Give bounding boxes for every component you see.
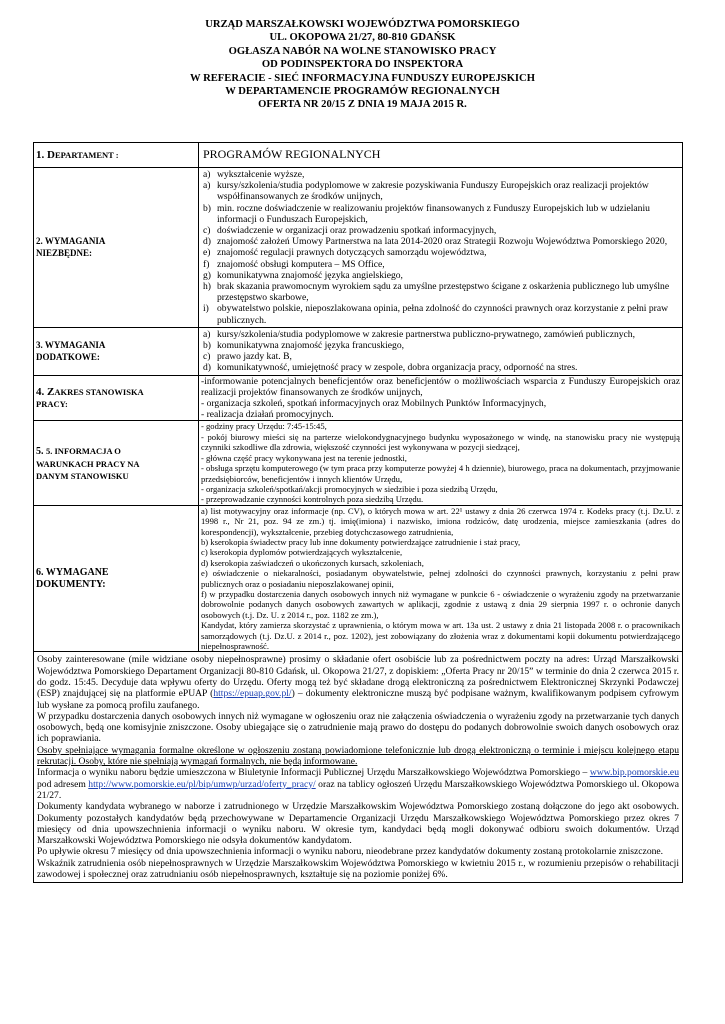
label-zakres-tail: PRACY: <box>36 399 68 410</box>
list-item: i) obywatelstwo polskie, nieposzlakowana opinia, pełna zdolność do czynności prawnych oraz korzystanie z pełni praw publicznych. <box>203 303 669 326</box>
label-wymagania-dodatkowe <box>34 327 199 375</box>
label-zakres <box>34 375 199 421</box>
header-line: URZĄD MARSZAŁKOWSKI WOJEWÓDZTWA POMORSKIEGO <box>205 19 520 30</box>
label-warunki: 5. 5. INFORMACJA O WARUNKACH PRACY NA DANYM STANOWISKU <box>34 421 199 505</box>
label-line: NIEZBĘDNE: <box>36 248 93 259</box>
label-line: DANYM STANOWISKU <box>36 470 129 481</box>
footer-paragraph: W przypadku dostarczenia danych osobowych innych niż wymagane w ogłoszeniu oraz nie załączenia oświadczenia o wyrażeniu zgody na przetwarzanie tych danych osobowych, będą one komisyjnie zniszczone. Osoby ubiegające się o zatrudnienie mają prawo do dostępu do podanych dobrowolnie swoich danych osobowych oraz ich poprawiania. <box>37 710 679 745</box>
header-line: OD PODINSPEKTORA DO INSPEKTORA <box>261 59 464 71</box>
dokumenty-line: Kandydat, który zamierza skorzystać z uprawnienia, o którym mowa w art. 13a ust. 2 ustawy z dnia 21 listopada 2008 r. o pracownikach samorządowych (t.j. Dz.U. z 2014 r., poz. 1202), jest zobowiązany do złożenia wraz z dokumentami kopii dokumentu potwierdzającego niepełnosprawność. <box>201 620 680 651</box>
header-line: UL. OKOPOWA 21/27, 80-810 GDAŃSK <box>269 32 456 44</box>
list-item: a) kursy/szkolenia/studia podyplomowe w zakresie pozyskiwania Funduszy Europejskich oraz realizacji projektów współfinansowanych ze środków unijnych, <box>203 180 649 203</box>
label-line: 6. WYMAGANE <box>36 566 109 578</box>
list-item: d) znajomość założeń Umowy Partnerstwa na lata 2014-2020 oraz Strategii Rozwoju Województwa Pomorskiego 2020, <box>203 236 668 248</box>
row-wymagania-niezbedne <box>34 168 683 328</box>
text-dokumenty <box>199 505 683 652</box>
footer-paragraph: Dokumenty kandydata wybranego w naborze i zatrudnionego w Urzędzie Marszałkowskim Województwa Pomorskiego zostaną dołączone do jego akt osobowych. Dokumenty pozostałych kandydatów będą przechowywane w Departamencie Organizacji Urzędu Marszałkowskiego Województwa Pomorskiego przez okres 7 miesięcy od dnia upowszechnienia informacji o wyniku naboru. W okresie tym, kandydaci będą mogli dokonywać odbioru swoich dokumentów. Urząd Marszałkowski Województwa Pomorskiego nie odsyła dokumentów kandydatom. <box>37 801 679 847</box>
dokumenty-line: e) oświadczenie o niekaralności, posiadanym obywatelstwie, pełnej zdolności do czynności prawnych, korzystaniu z pełni praw publicznych oraz o posiadaniu nieposzlakowanej opinii, <box>201 568 680 589</box>
footer-paragraph-underlined: Osoby spełniające wymagania formalne określone w ogłoszeniu zostaną powiadomione telefonicznie lub drogą elektroniczną o terminie i miejscu kolejnego etapu rekrutacji. Osoby, które nie spełniają wymagań formalnych, nie będą informowane. <box>37 744 679 768</box>
list-item: b) komunikatywna znajomość języka francuskiego, <box>203 340 405 352</box>
dokumenty-line: c) kserokopia dyplomów potwierdzających wykształcenie, <box>201 547 403 558</box>
list-item: c) prawo jazdy kat. B, <box>203 351 292 363</box>
list-item: f) znajomość obsługi komputera – MS Office, <box>203 258 385 270</box>
warunki-line: - organizacja szkoleń/spotkań/akcji promocyjnych w siedzibie i poza siedzibą Urzędu, <box>201 483 498 494</box>
label-departament-rest: EPARTAMENT : <box>54 150 119 160</box>
footer-paragraph: Osoby zainteresowane (mile widziane osoby niepełnosprawne) prosimy o składanie ofert osobiście lub za pośrednictwem poczty na adres: Urząd Marszałkowski Województwa Pomorskiego Departament Organizacji 80-810 Gdańsk, ul. Okopowa 21/27, z dopiskiem: „Oferta Pracy nr 20/15” w terminie do dnia 2 czerwca 2015 r. do godz. 15:45. Decyduje data wpływu oferty do Urzędu. Oferty mogą też być składane drogą elektroniczną za pośrednictwem Elektronicznej Skrzynki Podawczej (ESP) znajdującej się na platformie ePUAP (https://epuap.gov.pl/) – dokumenty elektroniczne muszą być podpisane ważnym, kwalifikowanym podpisem cyfrowym lub wysłane za pomocą profilu zaufanego. <box>37 654 679 711</box>
header-line: OGŁASZA NABÓR NA WOLNE STANOWISKO PRACY <box>228 45 497 57</box>
row-footer <box>34 652 683 883</box>
list-item: h) brak skazania prawomocnym wyrokiem sądu za umyślne przestępstwo ścigane z oskarżenia publicznego lub umyślne przestępstwo skarbowe, <box>203 281 670 304</box>
list-item: b) min. roczne doświadczenie w realizowaniu projektów finansowanych z Funduszy Europejskich lub w udzielaniu informacji o Funduszach Europejskich, <box>203 202 650 225</box>
label-line: 5. INFORMACJA O <box>46 445 121 456</box>
label-line: DOKUMENTY: <box>36 578 106 590</box>
footer-paragraph: Po upływie okresu 7 miesięcy od dnia upowszechnienia informacji o wyniku naboru, nieodebrane przez kandydatów dokumenty zostaną protokolarnie zniszczone. <box>37 846 664 858</box>
label-line: WARUNKACH PRACY NA <box>36 458 140 469</box>
header-line: W REFERACIE - SIEĆ INFORMACYJNA FUNDUSZY EUROPEJSKICH <box>190 72 535 84</box>
label-zakres-num: 4. Z <box>36 386 55 399</box>
header-line: OFERTA NR 20/15 Z DNIA 19 MAJA 2015 R. <box>258 99 467 111</box>
value-departament <box>199 143 683 168</box>
header-line: W DEPARTAMENCIE PROGRAMÓW REGIONALNYCH <box>225 86 500 98</box>
warunki-line: - pokój biurowy mieści się na parterze wielokondygnacyjnego budynku wyposażonego w windę, na stanowisku pracy nie występują czynniki szkodliwe dla zdrowia, większość czynności jest wykonywana w pozycji siedzącej, <box>201 431 680 453</box>
dokumenty-line: b) kserokopia świadectw pracy lub inne dokumenty potwierdzające zatrudnienie i staż pracy, <box>201 536 521 547</box>
warunki-line: - główna część pracy wykonywana jest na terenie jednostki, <box>201 452 407 463</box>
footer-paragraph: Wskaźnik zatrudnienia osób niepełnosprawnych w Urzędzie Marszałkowskim Województwa Pomorskiego w kwietniu 2015 r., w rozumieniu przepisów o rehabilitacji zawodowej i społecznej oraz zatrudnianiu osób niepełnosprawnych, kształtuje się na poziomie poniżej 6%. <box>37 857 679 881</box>
list-item: e) znajomość regulacji prawnych dotyczących samorządu województwa, <box>203 247 487 259</box>
list-item: a) kursy/szkolenia/studia podyplomowe w zakresie partnerstwa publiczno-prywatnego, zamówień publicznych, <box>203 328 636 340</box>
document-header <box>0 18 725 112</box>
warunki-line: - obsługa sprzętu komputerowego (w tym praca przy komputerze powyżej 4 h dziennie), biurowego, praca na dokumentach, przyjmowanie przedsiębiorców, beneficjentów i innych klientów Urzędu, <box>201 463 680 484</box>
dokumenty-line: f) w przypadku dostarczenia danych osobowych innych niż wymagane w punkcie 6 - oświadczenie o wyrażeniu zgody na przetwarzanie dobrowolnie podanych danych osobowych zawartych w aplikacji, zgodnie z ustawą z dnia 29 sierpnia 1997 r. o ochronie danych osobowych (t.j. Dz. U. z 2014 r., poz. 1182 ze zm.), <box>201 588 680 620</box>
offer-table <box>33 142 683 883</box>
list-wymagania-niezbedne <box>199 168 683 328</box>
text-warunki <box>199 421 683 505</box>
bip-link[interactable]: www.bip.pomorskie.eu <box>589 767 679 779</box>
row-zakres <box>34 375 683 421</box>
list-wymagania-dodatkowe <box>199 327 683 375</box>
footer-info <box>34 652 683 883</box>
label-line: 2. WYMAGANIA <box>36 236 106 247</box>
label-zakres-rest: AKRES STANOWISKA <box>54 387 144 398</box>
row-warunki <box>34 421 683 505</box>
departament-value: PROGRAMÓW REGIONALNYCH <box>203 147 381 162</box>
oferty-pracy-link[interactable]: http://www.pomorskie.eu/pl/bip/umwp/urzad/oferty_pracy/ <box>88 778 316 790</box>
row-dokumenty <box>34 505 683 652</box>
warunki-line: - godziny pracy Urzędu: 7:45-15:45, <box>201 421 327 432</box>
label-line: 3. WYMAGANIA <box>36 340 106 351</box>
label-departament <box>34 143 199 168</box>
footer-paragraph: Informacja o wyniku naboru będzie umieszczona w Biuletynie Informacji Publicznej Urzędu Marszałkowskiego Województwa Pomorskiego – www.bip.pomorskie.eu pod adresem http://www.pomorskie.eu/pl/bip/umwp/urzad/oferty_pracy/ oraz na tablicy ogłoszeń Urzędu Marszałkowskiego Województwa Pomorskiego ul. Okopowa 21/27. <box>37 767 679 801</box>
list-item: c) doświadczenie w organizacji oraz prowadzeniu spotkań informacyjnych, <box>203 225 497 237</box>
row-departament <box>34 143 683 168</box>
list-item: d) komunikatywność, umiejętność pracy w zespole, dobra organizacja pracy, odporność na stres. <box>203 362 578 374</box>
zakres-line: - realizacja działań promocyjnych. <box>201 409 334 421</box>
zakres-line: -informowanie potencjalnych beneficjentów oraz beneficjentów o możliwościach wsparcia z Funduszy Europejskich oraz realizacji projektów finansowanych ze środków unijnych, <box>201 375 680 398</box>
list-item: g) komunikatywna znajomość języka angielskiego, <box>203 269 403 281</box>
text-zakres <box>199 375 683 421</box>
warunki-line: - przeprowadzanie czynności kontrolnych poza siedzibą Urzędu. <box>201 494 424 505</box>
label-line: DODATKOWE: <box>36 352 100 363</box>
dokumenty-line: a) list motywacyjny oraz informacje (np. CV), o których mowa w art. 22¹ ustawy z dnia 26 czerwca 1974 r. Kodeks pracy (t.j. Dz.U. z 1998 r., Nr 21, poz. 94 ze zm.) tj. imię(imiona) i nazwisko, imiona rodziców, datę urodzenia, miejsce zamieszkania (adres do korespondencji), wykształcenie, przebieg dotychczasowego zatrudnienia, <box>201 505 680 537</box>
zakres-line: - organizacja szkoleń, spotkań informacyjnych oraz Mobilnych Punktów Informacyjnych, <box>201 398 547 410</box>
label-dokumenty <box>34 505 199 652</box>
list-item: a) wykształcenie wyższe, <box>203 169 305 180</box>
epuap-link[interactable]: https://epuap.gov.pl/ <box>213 688 292 700</box>
dokumenty-line: d) kserokopia zaświadczeń o ukończonych kursach, szkoleniach, <box>201 557 424 568</box>
label-departament-num: 1. D <box>36 149 55 161</box>
row-wymagania-dodatkowe <box>34 327 683 375</box>
label-wymagania-niezbedne <box>34 168 199 328</box>
